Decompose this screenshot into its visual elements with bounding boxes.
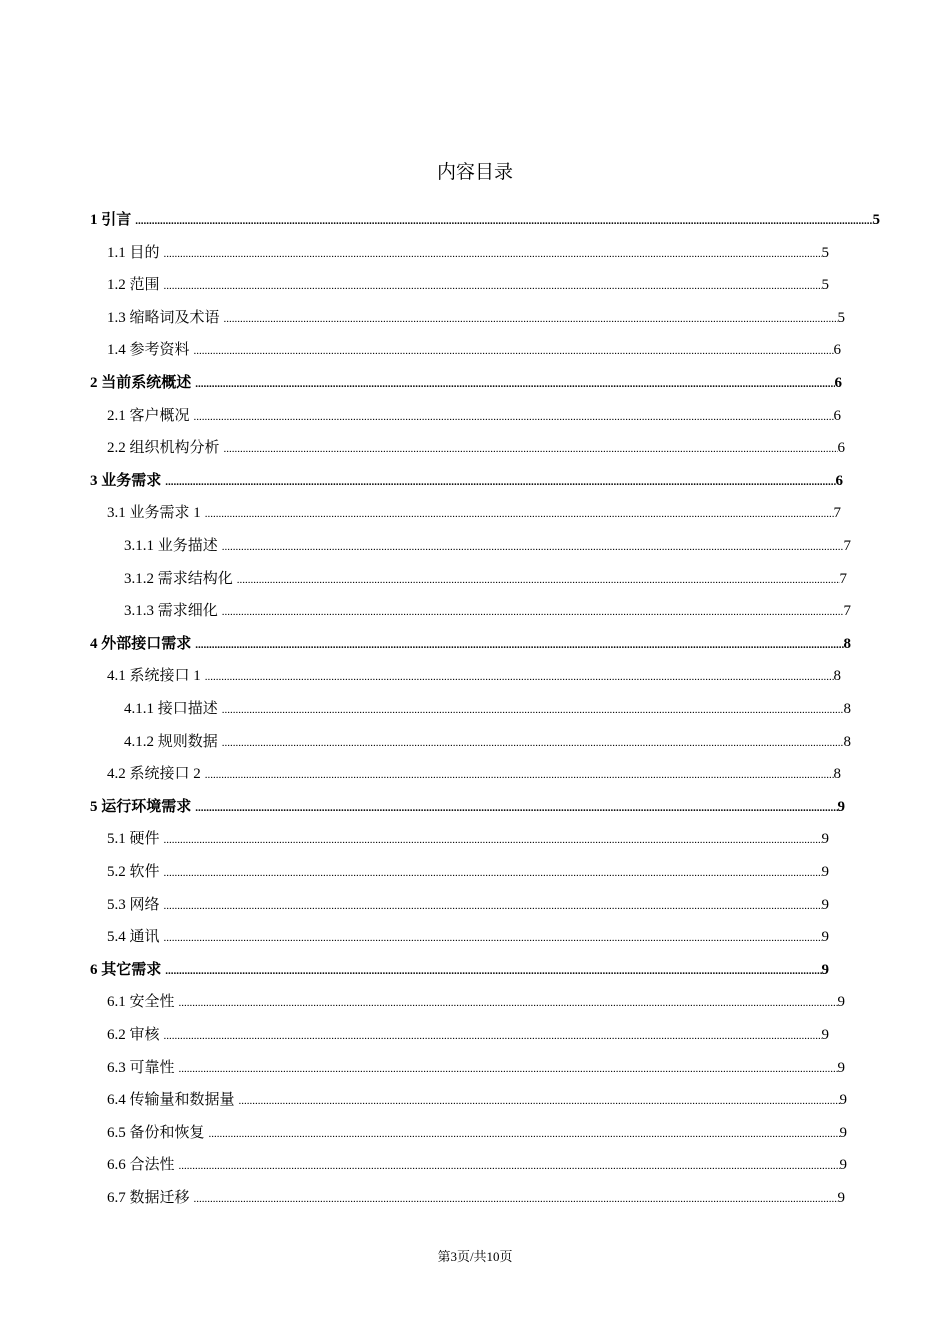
dot-leader — [222, 697, 844, 721]
toc-entry[interactable] — [107, 338, 841, 362]
toc-entry-label: 6.3 可靠性 — [107, 1059, 175, 1076]
toc-entry[interactable] — [90, 208, 880, 232]
toc-entry[interactable] — [90, 371, 842, 395]
toc-entry[interactable] — [107, 762, 841, 786]
dot-leader — [194, 338, 834, 362]
dot-leader — [179, 1056, 838, 1080]
dot-leader — [222, 534, 844, 558]
toc-entry-page-number: 8 — [843, 733, 851, 750]
toc-entry-label: 4.1 系统接口 1 — [107, 668, 201, 685]
toc-entry-label: 2 当前系统概述 — [90, 375, 192, 391]
dot-leader — [164, 827, 822, 851]
toc-entry[interactable] — [107, 860, 829, 884]
toc-entry-page-number: 5 — [837, 309, 845, 326]
toc-entry[interactable] — [124, 567, 847, 591]
dot-leader — [164, 273, 822, 297]
toc-entry[interactable] — [90, 469, 843, 493]
dot-leader — [165, 469, 835, 493]
toc-entry-page-number: 9 — [821, 896, 829, 913]
dot-leader — [194, 404, 834, 428]
dot-leader — [224, 436, 838, 460]
toc-entry[interactable] — [107, 436, 845, 460]
dot-leader — [164, 860, 822, 884]
toc-entry-page-number: 6 — [835, 472, 843, 489]
toc-entry-page-number: 6 — [833, 407, 841, 424]
toc-entry-label: 4 外部接口需求 — [90, 635, 192, 652]
toc-entry-page-number: 9 — [821, 864, 829, 880]
dot-leader — [164, 925, 822, 949]
toc-entry-label: 5.3 网络 — [107, 896, 160, 913]
dot-leader — [237, 567, 840, 591]
toc-entry-page-number: 9 — [837, 994, 845, 1011]
toc-entry[interactable] — [124, 534, 851, 558]
toc-entry-label: 6.1 安全性 — [107, 994, 175, 1011]
toc-entry-page-number: 9 — [821, 929, 829, 946]
toc-entry[interactable] — [124, 730, 851, 754]
toc-entry-page-number: 5 — [821, 244, 829, 261]
dot-leader — [135, 208, 872, 232]
toc-entry[interactable] — [107, 1153, 847, 1177]
dot-leader — [194, 1186, 838, 1210]
toc-entry-page-number: 7 — [843, 538, 851, 554]
toc-entry[interactable] — [107, 1186, 845, 1210]
toc-entry-label: 6.5 备份和恢复 — [107, 1124, 205, 1141]
toc-entry-page-number: 7 — [839, 570, 847, 587]
toc-entry-label: 3.1.2 需求结构化 — [124, 570, 233, 587]
toc-entry-page-number: 7 — [843, 603, 851, 620]
toc-entry[interactable] — [107, 241, 829, 265]
toc-entry[interactable] — [107, 1056, 845, 1080]
toc-entry-page-number: 9 — [821, 961, 829, 978]
toc-entry-page-number: 6 — [837, 440, 845, 457]
dot-leader — [195, 371, 834, 395]
dot-leader — [205, 501, 834, 525]
dot-leader — [179, 1153, 840, 1177]
toc-entry[interactable] — [107, 893, 829, 917]
toc-entry-label: 1.2 范围 — [107, 277, 160, 294]
dot-leader — [222, 599, 844, 623]
toc-entry[interactable] — [107, 1121, 847, 1145]
toc-entry[interactable] — [107, 273, 829, 297]
toc-entry-page-number: 8 — [843, 635, 851, 652]
toc-entry[interactable] — [107, 1088, 847, 1112]
dot-leader — [164, 893, 822, 917]
toc-entry-label: 1 引言 — [90, 212, 132, 228]
toc-entry-page-number: 6 — [833, 342, 841, 359]
toc-entry[interactable] — [107, 306, 845, 330]
toc-entry-label: 4.1.2 规则数据 — [124, 733, 218, 750]
toc-entry-page-number: 9 — [839, 1157, 847, 1174]
toc-entry[interactable] — [124, 697, 851, 721]
toc-entry-label: 5.1 硬件 — [107, 831, 160, 848]
toc-entry-page-number: 8 — [833, 668, 841, 685]
toc-entry-label: 1.4 参考资料 — [107, 342, 190, 359]
toc-entry-page-number: 8 — [833, 766, 841, 783]
toc-entry-label: 5.4 通讯 — [107, 929, 160, 946]
toc-entry-page-number: 9 — [839, 1092, 847, 1109]
dot-leader — [222, 730, 844, 754]
toc-entry-page-number: 5 — [821, 277, 829, 294]
toc-entry-label: 6.4 传输量和数据量 — [107, 1092, 235, 1109]
toc-entry[interactable] — [90, 795, 845, 819]
toc-entry-page-number: 6 — [834, 375, 842, 391]
toc-entry-label: 2.2 组织机构分析 — [107, 440, 220, 457]
toc-entry-label: 6.2 审核 — [107, 1027, 160, 1043]
toc-entry-label: 2.1 客户概况 — [107, 407, 190, 424]
toc-entry-page-number: 9 — [837, 1190, 845, 1206]
toc-entry-label: 3.1.1 业务描述 — [124, 538, 218, 554]
page-footer: 第3页/共10页 — [437, 1249, 513, 1264]
dot-leader — [179, 990, 838, 1014]
page-title: 内容目录 — [436, 162, 513, 183]
toc-entry[interactable] — [107, 925, 829, 949]
dot-leader — [164, 241, 822, 265]
toc-entry-page-number: 9 — [821, 1027, 829, 1043]
toc-entry-label: 5.2 软件 — [107, 864, 160, 880]
toc-entry-page-number: 9 — [821, 831, 829, 848]
toc-entry[interactable] — [107, 404, 841, 428]
dot-leader — [165, 958, 821, 982]
toc-entry[interactable] — [107, 990, 845, 1014]
toc-entry-page-number: 9 — [839, 1124, 847, 1141]
toc-entry-page-number: 8 — [843, 701, 851, 717]
toc-entry[interactable] — [90, 958, 829, 982]
toc-entry[interactable] — [124, 599, 851, 623]
dot-leader — [209, 1121, 840, 1145]
toc-entry-label: 3.1 业务需求 1 — [107, 505, 201, 522]
dot-leader — [195, 632, 843, 656]
toc-entry-page-number: 7 — [833, 505, 841, 522]
toc-entry[interactable] — [107, 827, 829, 851]
dot-leader — [205, 762, 834, 786]
toc-entry[interactable] — [107, 1023, 829, 1047]
toc-entry-label: 1.3 缩略词及术语 — [107, 309, 220, 326]
dot-leader — [239, 1088, 840, 1112]
toc-entry-label: 4.2 系统接口 2 — [107, 766, 201, 783]
toc-entry[interactable] — [90, 632, 851, 656]
toc-entry-label: 4.1.1 接口描述 — [124, 701, 218, 717]
toc-entry-label: 5 运行环境需求 — [90, 798, 192, 815]
toc-entry-page-number: 5 — [872, 212, 880, 228]
dot-leader — [164, 1023, 822, 1047]
toc-entry-page-number: 9 — [837, 798, 845, 815]
toc-entry-page-number: 9 — [837, 1059, 845, 1076]
dot-leader — [224, 306, 838, 330]
toc-entry-label: 3.1.3 需求细化 — [124, 603, 218, 620]
dot-leader — [205, 664, 834, 688]
dot-leader — [195, 795, 837, 819]
toc-entry-label: 6.6 合法性 — [107, 1157, 175, 1174]
toc-entry-label: 1.1 目的 — [107, 244, 160, 261]
toc-entry[interactable] — [107, 664, 841, 688]
toc-entry-label: 6 其它需求 — [90, 961, 162, 978]
toc-entry-label: 6.7 数据迁移 — [107, 1190, 190, 1206]
toc-entry[interactable] — [107, 501, 841, 525]
toc-entry-label: 3 业务需求 — [90, 472, 162, 489]
